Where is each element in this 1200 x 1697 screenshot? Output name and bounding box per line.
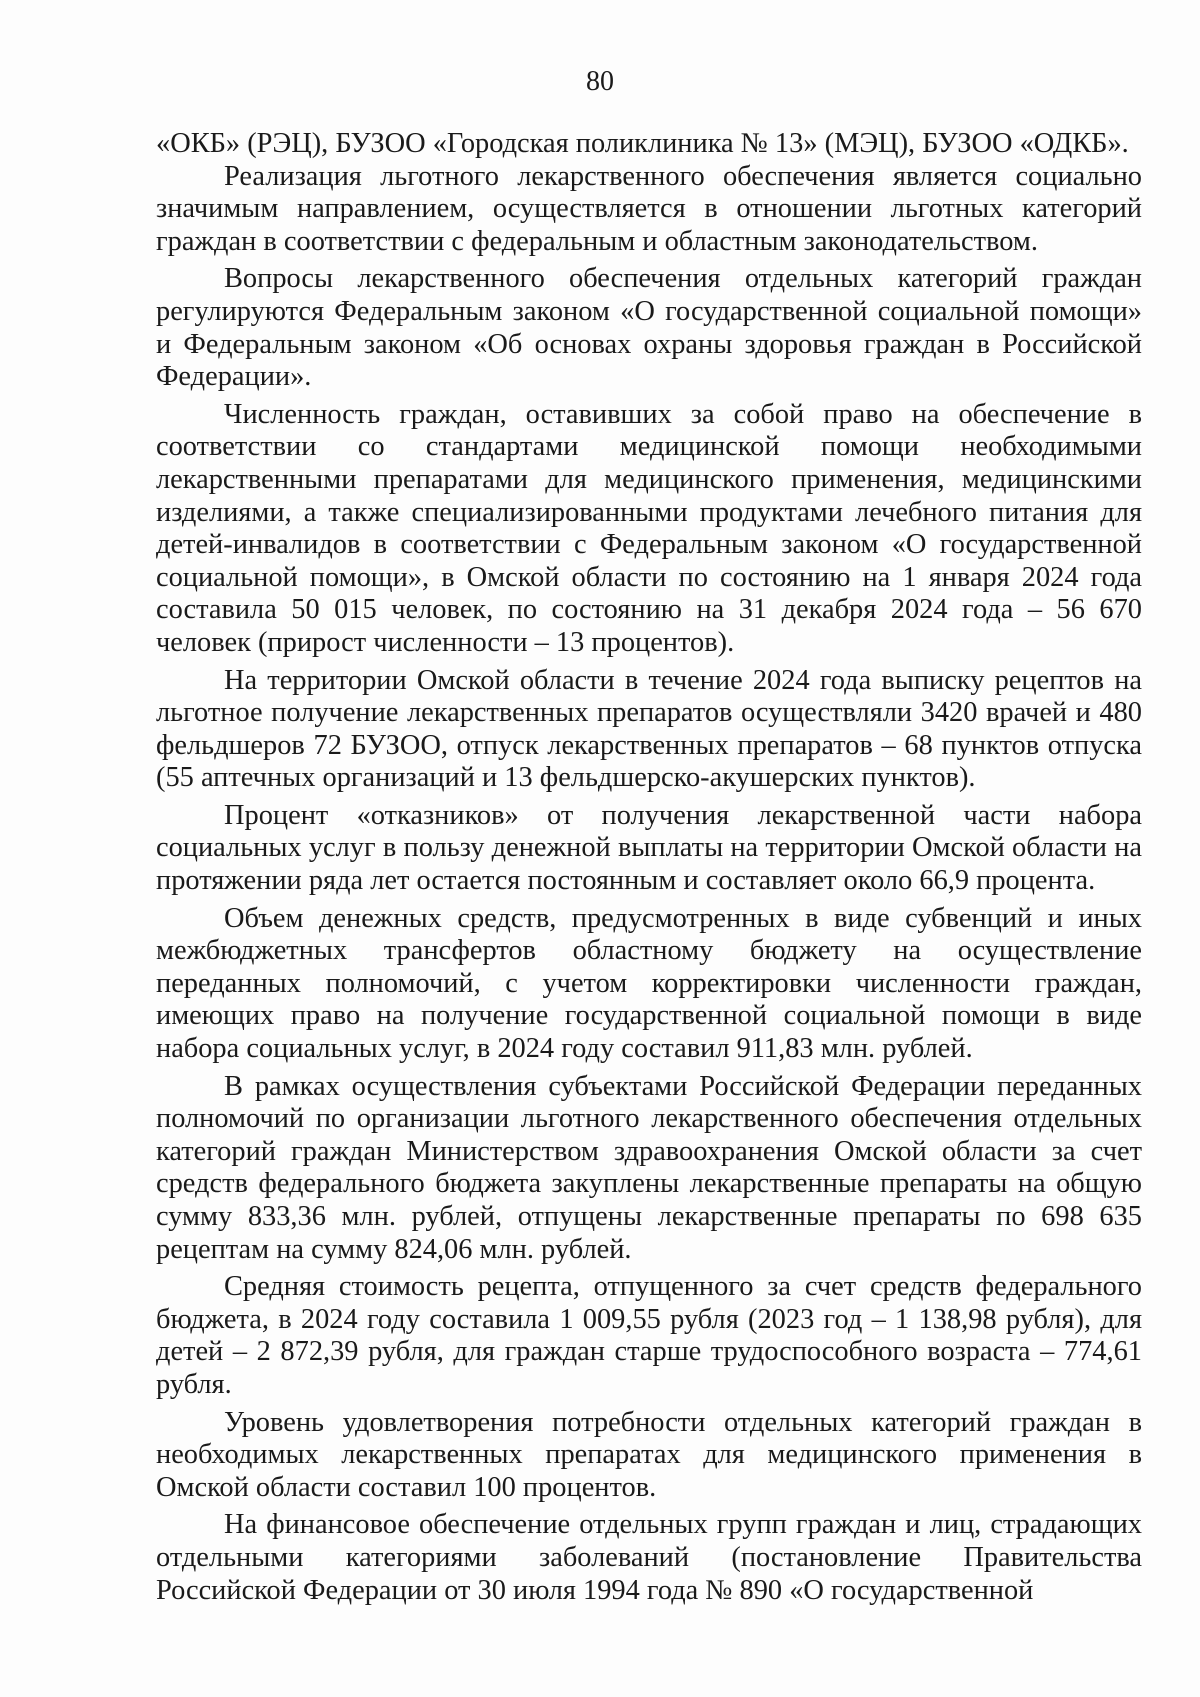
paragraph: Средняя стоимость рецепта, отпущенного за счет средств федерального бюджета, в 2024 году составила 1 009,55 рубля (2023 год – 1 138,98 рубля), для детей – 2 872,39 рубля, для граждан старше трудоспособного возраста – 774,61 рубля. [156,1271,1142,1400]
paragraph: В рамках осуществления субъектами Российской Федерации переданных полномочий по организации льготного лекарственного обеспечения отдельных категорий граждан Министерством здравоохранения Омской области за счет средств федерального бюджета закуплены лекарственные препараты на общую сумму 833,36 млн. рублей, отпущены лекарственные препараты по 698 635 рецептам на сумму 824,06 млн. рублей. [156,1070,1142,1265]
page-number: 80 [586,66,614,97]
paragraph: Численность граждан, оставивших за собой право на обеспечение в соответствии со стандартами медицинской помощи необходимыми лекарственными препаратами для медицинского применения, медицинскими изделиями, а также специализированными продуктами лечебного питания для детей-инвалидов в соответствии с Федеральным законом «О государственной социальной помощи», в Омской области по состоянию на 1 января 2024 года составила 50 015 человек, по состоянию на 31 декабря 2024 года – 56 670 человек (прирост численности – 13 процентов). [156,398,1142,658]
paragraph: Объем денежных средств, предусмотренных в виде субвенций и иных межбюджетных трансфертов областному бюджету на осуществление переданных полномочий, с учетом корректировки численности граждан, имеющих право на получение государственной социальной помощи в виде набора социальных услуг, в 2024 году составил 911,83 млн. рублей. [156,902,1142,1065]
paragraph: «ОКБ» (РЭЦ), БУЗОО «Городская поликлиника № 13» (МЭЦ), БУЗОО «ОДКБ». [156,128,1129,159]
paragraph: Реализация льготного лекарственного обеспечения является социально значимым направлением, осуществляется в отношении льготных категорий граждан в соответствии с федеральным и областным законодательством. [156,160,1142,257]
paragraph: На территории Омской области в течение 2024 года выписку рецептов на льготное получение лекарственных препаратов осуществляли 3420 врачей и 480 фельдшеров 72 БУЗОО, отпуск лекарственных препаратов – 68 пунктов отпуска (55 аптечных организаций и 13 фельдшерско-акушерских пунктов). [156,664,1142,794]
paragraph: Уровень удовлетворения потребности отдельных категорий граждан в необходимых лекарственных препаратах для медицинского применения в Омской области составил 100 процентов. [156,1406,1142,1503]
paragraph: Процент «отказников» от получения лекарственной части набора социальных услуг в пользу денежной выплаты на территории Омской области на протяжении ряда лет остается постоянным и составляет около 66,9 процента. [156,799,1142,897]
paragraph: Вопросы лекарственного обеспечения отдельных категорий граждан регулируются Федеральным законом «О государственной социальной помощи» и Федеральным законом «Об основах охраны здоровья граждан в Российской Федерации». [156,263,1142,393]
paragraph: На финансовое обеспечение отдельных групп граждан и лиц, страдающих отдельными категориями заболеваний (постановление Правительства Российской Федерации от 30 июля 1994 года № 890 «О государственной [156,1509,1142,1606]
document-body [156,128,1142,1607]
